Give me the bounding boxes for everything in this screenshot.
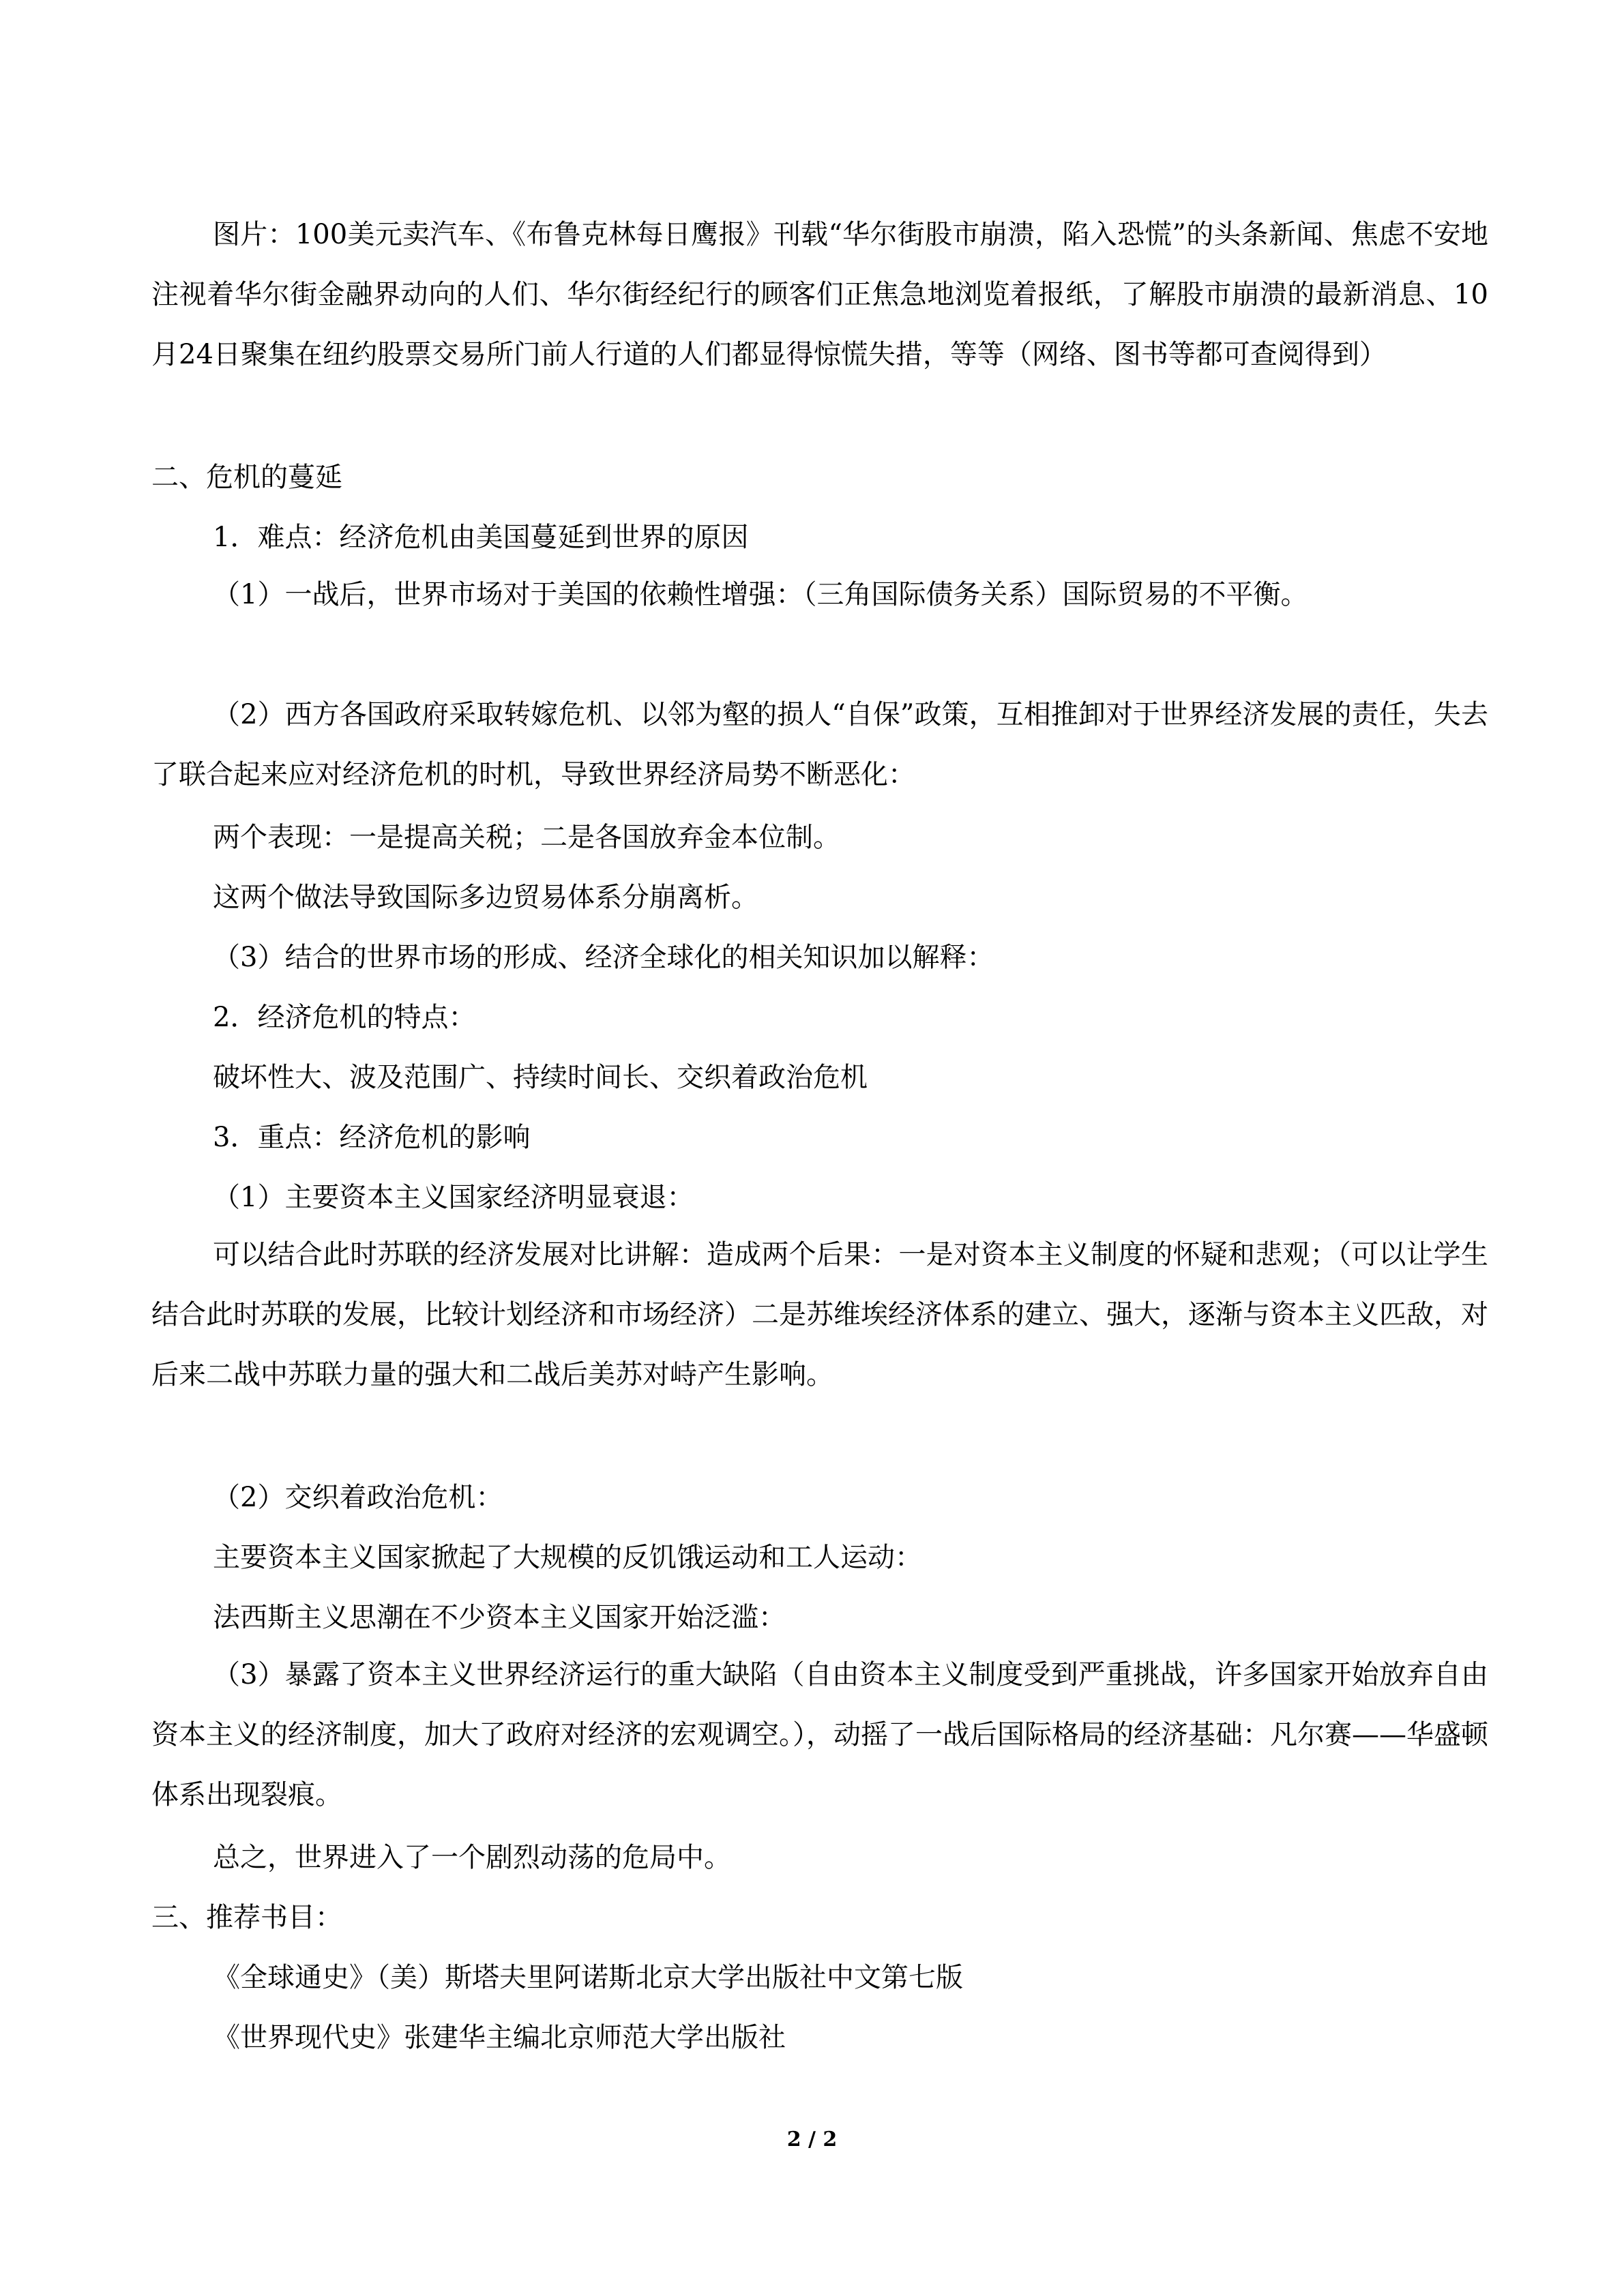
- section-heading-books: 三、推荐书目：: [151, 1902, 342, 1933]
- paragraph-features-list: 破坏性大、波及范围广、持续时间长、交织着政治危机: [213, 1062, 868, 1093]
- paragraph-images: 图片：100美元卖汽车、《布鲁克林每日鹰报》刊载“华尔街股市崩溃，陷入恐慌”的头条新闻、焦虑不安地注视着华尔街金融界动向的人们、华尔街经纪行的顾客们正焦急地浏览着报纸，了解股市崩溃的最新消息、10月24日聚集在纽约股票交易所门前人行道的人们都显得惊慌失措，等等（网络、图书等都可查阅得到）: [151, 219, 1488, 370]
- paragraph-point-3: （3）结合的世界市场的形成、经济全球化的相关知识加以解释：: [213, 942, 994, 973]
- paragraph-impact-1: （1）主要资本主义国家经济明显衰退：: [213, 1182, 694, 1213]
- paragraph-point-1: （1）一战后，世界市场对于美国的依赖性增强：（三角国际债务关系）国际贸易的不平衡。: [213, 579, 1308, 610]
- paragraph-point-2: （2）西方各国政府采取转嫁危机、以邻为壑的损人“自保”政策，互相推卸对于世界经济发展的责任，失去了联合起来应对经济危机的时机，导致世界经济局势不断恶化：: [151, 699, 1488, 790]
- subheading-features: 2．经济危机的特点：: [213, 1002, 476, 1033]
- paragraph-soviet-comparison: 可以结合此时苏联的经济发展对比讲解：造成两个后果：一是对资本主义制度的怀疑和悲观；（可以让学生结合此时苏联的发展，比较计划经济和市场经济）二是苏维埃经济体系的建立、强大，逐渐与资本主义匹敌，对后来二战中苏联力量的强大和二战后美苏对峙产生影响。: [151, 1239, 1488, 1390]
- paragraph-impact-2: （2）交织着政治危机：: [213, 1482, 503, 1513]
- paragraph-trade-collapse: 这两个做法导致国际多边贸易体系分崩离析。: [213, 882, 758, 913]
- paragraph-two-manifestations: 两个表现：一是提高关税；二是各国放弃金本位制。: [213, 822, 840, 853]
- section-heading-crisis-spread: 二、危机的蔓延: [151, 462, 342, 493]
- paragraph-conclusion: 总之，世界进入了一个剧烈动荡的危局中。: [213, 1842, 731, 1873]
- paragraph-fascism: 法西斯主义思潮在不少资本主义国家开始泛滥：: [213, 1602, 786, 1633]
- paragraph-anti-hunger: 主要资本主义国家掀起了大规模的反饥饿运动和工人运动：: [213, 1542, 922, 1573]
- book-item-global-history: 《全球通史》（美）斯塔夫里阿诺斯北京大学出版社中文第七版: [213, 1962, 963, 1993]
- subheading-key-impact: 3．重点：经济危机的影响: [213, 1122, 531, 1153]
- page-number: 2 / 2: [786, 2128, 838, 2151]
- subheading-difficulty: 1．难点：经济危机由美国蔓延到世界的原因: [213, 522, 749, 553]
- paragraph-impact-3: （3）暴露了资本主义世界经济运行的重大缺陷（自由资本主义制度受到严重挑战，许多国家开始放弃自由资本主义的经济制度，加大了政府对经济的宏观调空。），动摇了一战后国际格局的经济基础：凡尔赛——华盛顿体系出现裂痕。: [151, 1659, 1488, 1810]
- book-item-modern-world-history: 《世界现代史》张建华主编北京师范大学出版社: [213, 2022, 786, 2053]
